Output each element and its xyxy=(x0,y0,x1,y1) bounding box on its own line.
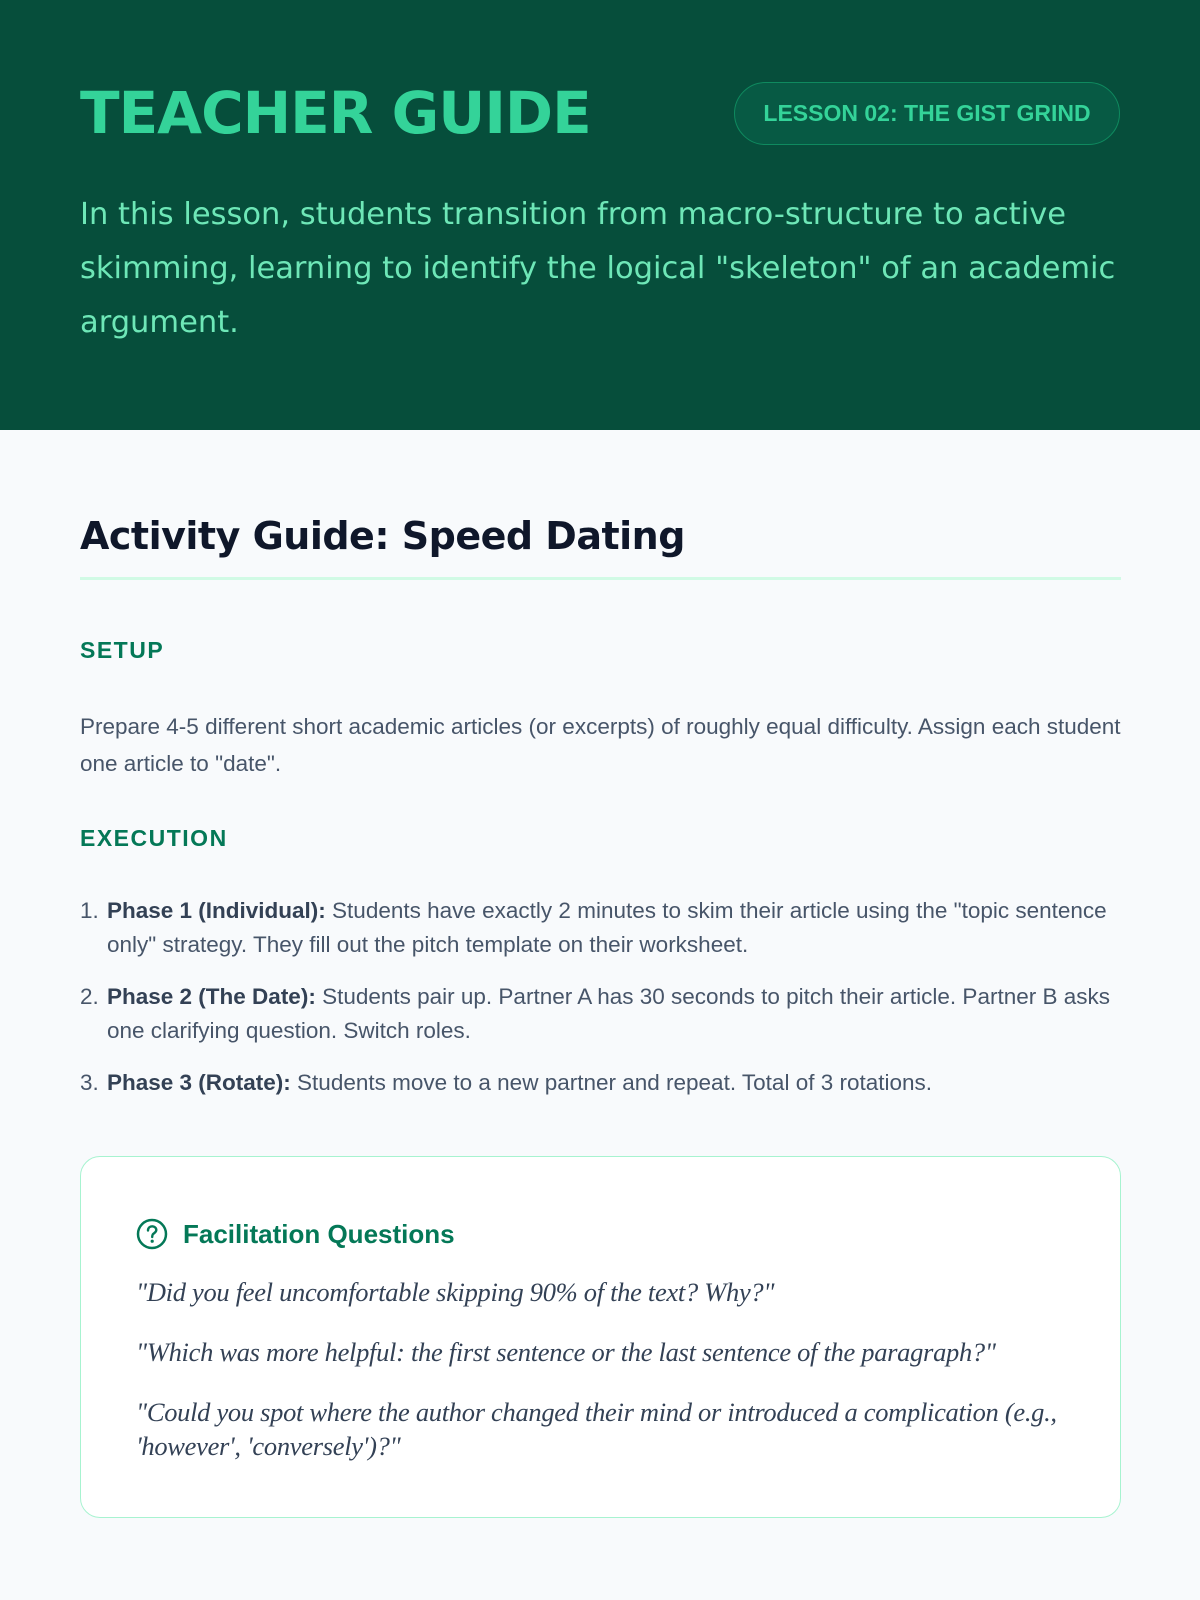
title-divider xyxy=(80,577,1121,580)
setup-text: Prepare 4-5 different short academic articles (or excerpts) of roughly equal difficulty. Assign each student one article to "date". xyxy=(80,714,1121,776)
facilitation-question: "Which was more helpful: the first sentence or the last sentence of the paragraph?" xyxy=(136,1337,996,1367)
step-number: 2. xyxy=(80,984,99,1009)
step-text: Students have exactly 2 minutes to skim their article using the "topic sentence only" strategy. They fill out the pitch template on their worksheet. xyxy=(107,898,1107,957)
question-circle-icon xyxy=(136,1218,168,1250)
facilitation-questions xyxy=(136,1275,1086,1489)
step-phase: Phase 1 (Individual): xyxy=(107,898,326,923)
facilitation-header xyxy=(136,1217,455,1251)
setup-heading: SETUP xyxy=(80,637,165,663)
facilitation-question: "Did you feel uncomfortable skipping 90% of the text? Why?" xyxy=(136,1277,775,1307)
execution-step xyxy=(80,980,1130,1048)
execution-step xyxy=(80,1066,1130,1100)
step-phase: Phase 2 (The Date): xyxy=(107,984,316,1009)
step-number: 1. xyxy=(80,898,99,923)
page-title: TEACHER GUIDE xyxy=(80,79,591,147)
facilitation-question: "Could you spot where the author changed their mind or introduced a complication (e.g., 'however', 'conversely')?" xyxy=(136,1397,1057,1461)
step-number: 3. xyxy=(80,1070,99,1095)
step-phase: Phase 3 (Rotate): xyxy=(107,1070,291,1095)
execution-heading: EXECUTION xyxy=(80,825,228,851)
facilitation-title: Facilitation Questions xyxy=(183,1218,455,1249)
page-header xyxy=(0,0,1200,430)
lesson-intro: In this lesson, students transition from macro-structure to active skimming, learning to identify the logical "skeleton" of an academic argument. xyxy=(80,197,1116,340)
activity-title: Activity Guide: Speed Dating xyxy=(80,514,685,558)
lesson-badge: LESSON 02: THE GIST GRIND xyxy=(734,82,1120,145)
execution-steps xyxy=(80,894,1130,1118)
execution-step xyxy=(80,894,1130,962)
step-text: Students move to a new partner and repeat. Total of 3 rotations. xyxy=(290,1070,933,1095)
facilitation-card xyxy=(80,1156,1121,1518)
step-text: Students pair up. Partner A has 30 seconds to pitch their article. Partner B asks one clarifying question. Switch roles. xyxy=(107,984,1110,1043)
